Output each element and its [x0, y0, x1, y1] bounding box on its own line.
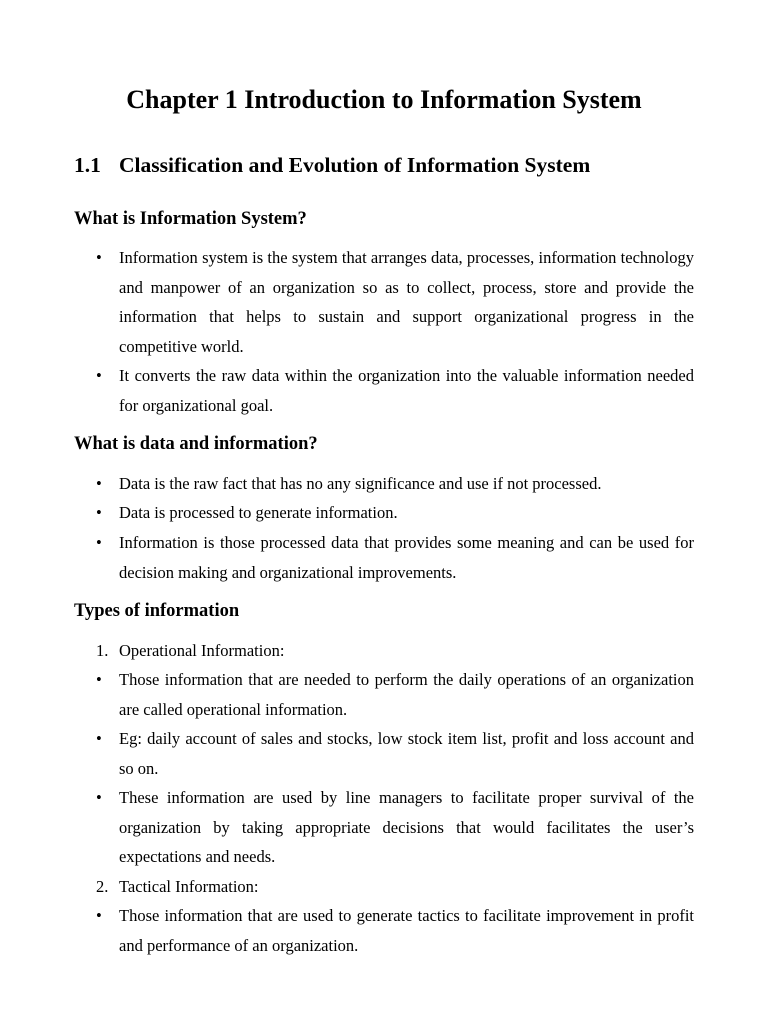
bullet-marker: • [96, 503, 102, 522]
bullet-marker: • [96, 248, 102, 267]
bullet-marker: • [96, 906, 102, 925]
list-item-text: Those information that are needed to perform the daily operations of an organization are called operational information. [119, 670, 694, 719]
list-item [96, 498, 694, 528]
list-item-text: Tactical Information: [119, 877, 259, 896]
list-item-text: Operational Information: [119, 641, 285, 660]
list-item [96, 901, 694, 960]
list-item [96, 361, 694, 420]
bullet-marker: • [96, 366, 102, 385]
bullet-marker: • [96, 788, 102, 807]
numbered-item [96, 636, 694, 666]
list-item [96, 665, 694, 724]
section-heading [74, 151, 590, 179]
heading-data-and-information: What is data and information? [74, 434, 318, 454]
heading-types-of-information: Types of information [74, 601, 240, 621]
list-item-text: Information is those processed data that provides some meaning and can be used for decision making and organizational improvements. [119, 533, 694, 582]
bullet-marker: • [96, 533, 102, 552]
number-marker: 1. [96, 641, 109, 660]
list-item-text: Data is processed to generate information. [119, 503, 398, 522]
list-item [96, 528, 694, 587]
heading-what-is-information-system: What is Information System? [74, 209, 307, 229]
section-title: Classification and Evolution of Information System [119, 153, 591, 177]
list-item-text: Information system is the system that arranges data, processes, information technology and manpower of an organization so as to collect, process, store and provide the information that helps to sustain and support organizational progress in the competitive world. [119, 248, 694, 357]
bullet-marker: • [96, 474, 102, 493]
chapter-title: Chapter 1 Introduction to Information System [126, 85, 642, 114]
numbered-item [96, 872, 694, 902]
list-item-text: These information are used by line managers to facilitate proper survival of the organization by taking appropriate decisions that would facilitates the user’s expectations and needs. [119, 788, 694, 867]
list-item [96, 783, 694, 872]
bullet-marker: • [96, 670, 102, 689]
list-item-text: Eg: daily account of sales and stocks, low stock item list, profit and loss account and so on. [119, 729, 694, 778]
list-item [96, 243, 694, 362]
bullet-marker: • [96, 729, 102, 748]
list-item-text: It converts the raw data within the organization into the valuable information needed for organizational goal. [119, 366, 694, 415]
number-marker: 2. [96, 877, 109, 896]
list-item [96, 724, 694, 783]
section-number: 1.1 [74, 153, 101, 177]
list-item-text: Data is the raw fact that has no any significance and use if not processed. [119, 474, 602, 493]
list-item-text: Those information that are used to generate tactics to facilitate improvement in profit and performance of an organization. [119, 906, 694, 955]
list-item [96, 469, 694, 499]
